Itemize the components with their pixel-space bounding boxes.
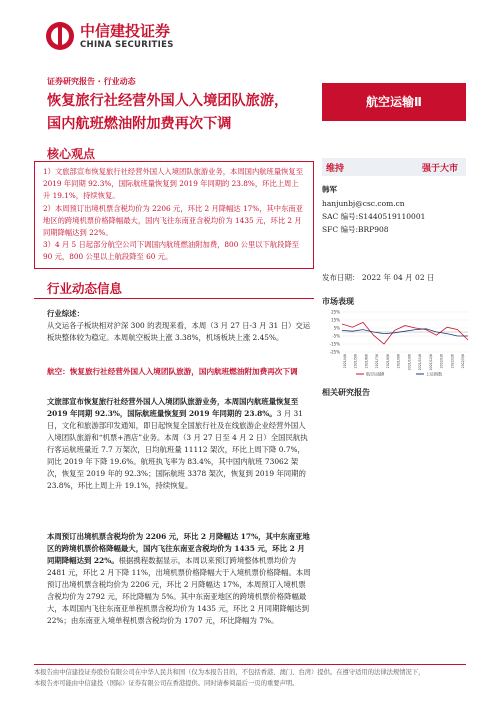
report-type: 证券研究报告 · 行业动态 (47, 77, 136, 86)
chart-xtick-label: 2022/3/6 (461, 354, 465, 369)
chart-xtick-label: 2021/6/6 (364, 354, 369, 369)
analyst-sac: SAC 编号:S1440519110001 (322, 212, 426, 221)
chart-xtick-label: 2021/4/6 (343, 354, 347, 369)
summary-text: 从交运各子板块相对沪深 300 的表现来看，本周（3 月 27 日-3 月 31 日）交运板块整体较为稳定。本周航空板块上涨 3.38%，机场板块上涨 2.45%。 (47, 321, 311, 342)
rating-bar (322, 158, 466, 176)
related-research-title: 相关研究报告 (322, 388, 370, 397)
footer-divider (34, 664, 466, 665)
chart-series-line (342, 322, 468, 344)
chart-xtick-label: 2021/10/6 (407, 354, 412, 371)
publish-date: 发布日期： 2022 年 04 月 02 日 (322, 273, 435, 282)
chart-xtick-label: 2021/8/6 (385, 354, 390, 369)
chart-xtick-label: 2022/2/6 (450, 354, 455, 369)
core-points-box (34, 161, 314, 269)
core-point-1: 1）文旅部宣布恢复旅行社经营外国人入境团队旅游业务，本周国内航班量恢复至 2019 年同期 92.3%，国际航班量恢复到 2019 年同期的 23.8%，环比上周上升 19.1%，持续恢复。 (43, 167, 304, 201)
chart-xtick-label: 2021/12/6 (428, 354, 433, 371)
chart-ytick-label: -15% (329, 341, 340, 347)
sector-label: 航空运输Ⅱ (322, 83, 466, 121)
rating-action: 维持 (326, 164, 345, 174)
chart-series-line (342, 329, 468, 336)
paragraph-flights-lead: 文旅部宣布恢复旅行社经营外国人入境团队旅游业务，本周国内航班量恢复至 2019 年同期 92.3%，国际航班量恢复到 2019 年同期的 23.8%。 (47, 397, 299, 418)
paragraph-flights (47, 396, 312, 492)
analyst-sfc: SFC 编号:BRP908 (322, 225, 389, 234)
paragraph-fares-lead: 本周预订出境机票含税均价为 2206 元，环比 2 月降幅达 17%，其中东南亚地区的跨境机票价格降幅最大，国内飞往东南亚含税均价为 1435 元，环比 2 月同期降幅达到 22%。 (47, 532, 310, 565)
trend-divider (34, 298, 314, 299)
chart-xtick-label: 2021/11/6 (418, 354, 423, 371)
report-title-line2: 国内航班燃油附加费再次下调 (47, 116, 232, 132)
footer-line-2: 本报告亦可能由中信建投（国际）证券有限公司在香港提供。同时请参阅最后一页的重要声明。 (34, 680, 299, 687)
chart-ytick-label: -5% (332, 333, 340, 339)
aviation-subheading: 航空：恢复旅行社经营外国人入境团队旅游，国内航班燃油附加费再次下调 (47, 367, 298, 376)
paragraph-fares-body: 根据携程数据显示，本周以来预订跨境整体机票均价为 2481 元，环比 2 月下降 11%，出境机票价格降幅大于入境机票价格降幅。本周预订出境机票含税均价为 2206 元，环比 2 月降幅达 17%，本周预订入境机票含税均价为 2792 元，环比降幅为 5%。其中东南亚地区的跨境机票价格降幅最大，本周国内飞往东南亚单程机票含税均价为 1435 元，环比 2 月同期降幅达到 22%；由东南亚入境单程机票含税均价为 1707 元，环比降幅为 7%。 (47, 556, 311, 625)
chart-xtick-label: 2021/5/6 (353, 354, 358, 369)
report-title (47, 90, 347, 136)
analyst-name: 韩军 (322, 185, 337, 194)
core-point-3: 3）4 月 5 日起部分航空公司下调国内航班燃油附加费，800 公里以下航段降至 90 元，800 公里以上航段降至 60 元。 (43, 240, 300, 262)
chart-xtick-label: 2022/1/6 (439, 354, 444, 369)
footer-line-1: 本报告由中信建投证券股份有限公司在中华人民共和国（仅为本报告目的，不包括香港、澳门、台湾）提供。在遵守适用的法律法规情况下， (34, 669, 425, 676)
logo-name-en: CHINA SECURITIES (80, 40, 174, 50)
chart-xtick-label: 2021/7/6 (375, 354, 380, 369)
summary-heading: 行业综述： (47, 309, 84, 318)
chart-legend-label: 航空运输Ⅱ (366, 371, 384, 377)
report-title-line1: 恢复旅行社经营外国人入境团队旅游， (47, 93, 289, 109)
paragraph-fares (47, 531, 312, 627)
chart-xtick-label: 2021/9/6 (396, 354, 401, 369)
analyst-email[interactable]: hanjunbj@csc.com.cn (322, 199, 405, 208)
chart-legend-label: 上证指数 (426, 371, 442, 377)
company-logo (46, 18, 176, 62)
core-point-2: 2）本周预订出境机票含税均价为 2206 元，环比 2 月降幅达 17%，其中东南亚地区的跨境机票价格降幅最大，国内飞往东南亚含税均价为 1435 元，环比 2 月同期降幅达到 22%。 (43, 203, 303, 238)
core-heading: 核心观点 (47, 147, 96, 161)
industry-summary (47, 308, 312, 344)
chart-ytick-label: 15% (331, 317, 340, 323)
company-logo-icon (46, 22, 74, 50)
market-performance-chart (322, 308, 472, 378)
market-title: 市场表现 (322, 297, 354, 306)
chart-ytick-label: 5% (333, 325, 340, 331)
chart-ytick-label: 25% (331, 309, 340, 315)
rating-value: 强于大市 (421, 164, 458, 174)
chart-ytick-label: -25% (329, 349, 340, 355)
paragraph-flights-body: 3 月 31 日，文化和旅游部印发通知，即日起恢复全国旅行社及在线旅游企业经营外国人入境团队旅游和“机票+酒店”业务。本周（3 月 27 日至 4 月 2 日）全国民航执行客运航班量近 7.7 万架次，日均航班量 11112 架次，环比上周下降 0.7%，同比 2019 年下降 19.6%。航班执飞率为 83.4%，其中国内航班 73062 架次，恢复至 2019 年的 92.3%；国际航班 3378 架次，恢复到 2019 年同期的 23.8%，环比上周上升 19.1%，持续恢复。 (47, 409, 308, 490)
trend-heading: 行业动态信息 (47, 281, 123, 296)
logo-name-cn: 中信建投证券 (80, 22, 171, 40)
